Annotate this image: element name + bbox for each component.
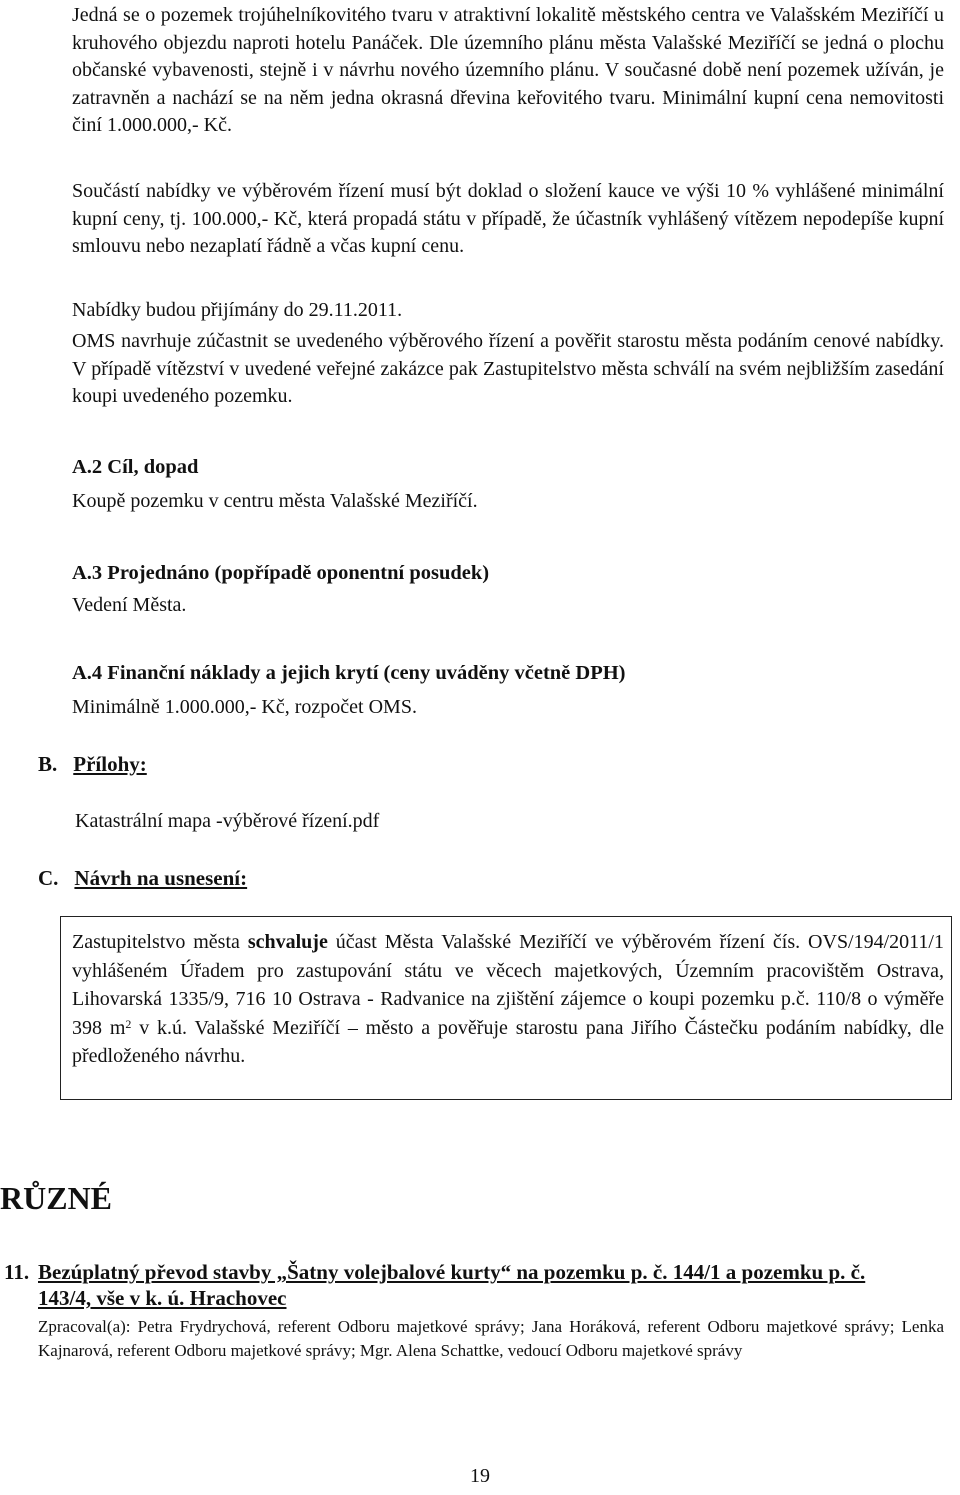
heading-a2: A.2 Cíl, dopad [72,456,199,478]
resolution-text [72,928,944,1071]
section-title-ruzne: RŮZNÉ [0,1180,113,1216]
section-b-letter: B. [38,752,58,776]
resolution-part3: v k.ú. Valašské Meziříčí – město a pověřuje starostu pana Jiřího Částečku podáním nabídky, dle předloženého návrhu. [72,1016,944,1067]
heading-a3: A.3 Projednáno (popřípadě oponentní posudek) [72,562,490,584]
section-c-letter: C. [38,866,59,890]
agenda-item-title: Bezúplatný převod stavby „Šatny volejbalové kurty“ na pozemku p. č. 144/1 a pozemku p. č. 143/4, vše v k. ú. Hrachovec [38,1260,866,1310]
paragraph-proposal: OMS navrhuje zúčastnit se uvedeného výběrového řízení a pověřit starostu města podáním cenové nabídky. V případě vítězství v uvedené veřejné zakázce pak Zastupitelstvo města schválí na svém nejbližším zasedání koupi uvedeného pozemku. [72,330,944,407]
heading-a4: A.4 Finanční náklady a jejich krytí (ceny uváděny včetně DPH) [72,662,626,684]
resolution-approves: schvaluje [247,931,328,953]
paragraph-deposit: Součástí nabídky ve výběrovém řízení musí být doklad o složení kauce ve výši 10 % vyhlášené minimální kupní ceny, tj. 100.000,- Kč, která propadá státu v případě, že účastník vyhlášený vítězem nepodepíše kupní smlouvu nebo nezaplatí řádně a včas kupní cenu. [72,180,944,257]
text-a4: Minimálně 1.000.000,- Kč, rozpočet OMS. [72,696,417,718]
paragraph-deadline: Nabídky budou přijímány do 29.11.2011. [72,299,403,321]
page-number: 19 [470,1465,490,1487]
section-b-heading [38,752,147,777]
section-c-title: Návrh na usnesení: [74,866,248,890]
prepared-by: Zpracoval(a): Petra Frydrychová, referent Odboru majetkové správy; Jana Horáková, referent Odboru majetkové správy; Lenka Kajnarová, referent Odboru majetkové správy; Mgr. Alena Schattke, vedoucí Odboru majetkové správy [38,1317,944,1360]
text-a3: Vedení Města. [72,594,187,616]
agenda-item-number: 11. [4,1260,30,1284]
section-b-title: Přílohy: [73,752,147,776]
resolution-box [60,916,952,1100]
attachment-link[interactable]: Katastrální mapa -výběrové řízení.pdf [75,810,380,832]
section-c-heading [38,866,247,891]
resolution-part2: účast Města Valašské Meziříčí ve výběrovém řízení čís. OVS/194/2011/1 vyhlášeném Úřadem pro zastupování státu ve věcech majetkových, Územním pracovištěm Ostrava, Lihovarská 1335/9, 716 10 Ostrava - Radvanice na zjištění zájemce o koupi pozemku p.č. 110/8 o výměře 398 m [72,931,944,1039]
resolution-superscript: 2 [125,1016,132,1031]
resolution-part1: Zastupitelstvo města [72,931,248,953]
text-a2: Koupě pozemku v centru města Valašské Meziříčí. [72,490,478,512]
paragraph-location: Jedná se o pozemek trojúhelníkovitého tvaru v atraktivní lokalitě městského centra ve Valašském Meziříčí u kruhového objezdu naproti hotelu Panáček. Dle územního plánu města Valašské Meziříčí se jedná o plochu občanské vybavenosti, stejně i v návrhu nového územního plánu. V současné době není pozemek užíván, je zatravněn a nachází se na něm jedna okrasná dřevina keřovitého tvaru. Minimální kupní cena nemovitosti činí 1.000.000,- Kč. [72,4,944,136]
